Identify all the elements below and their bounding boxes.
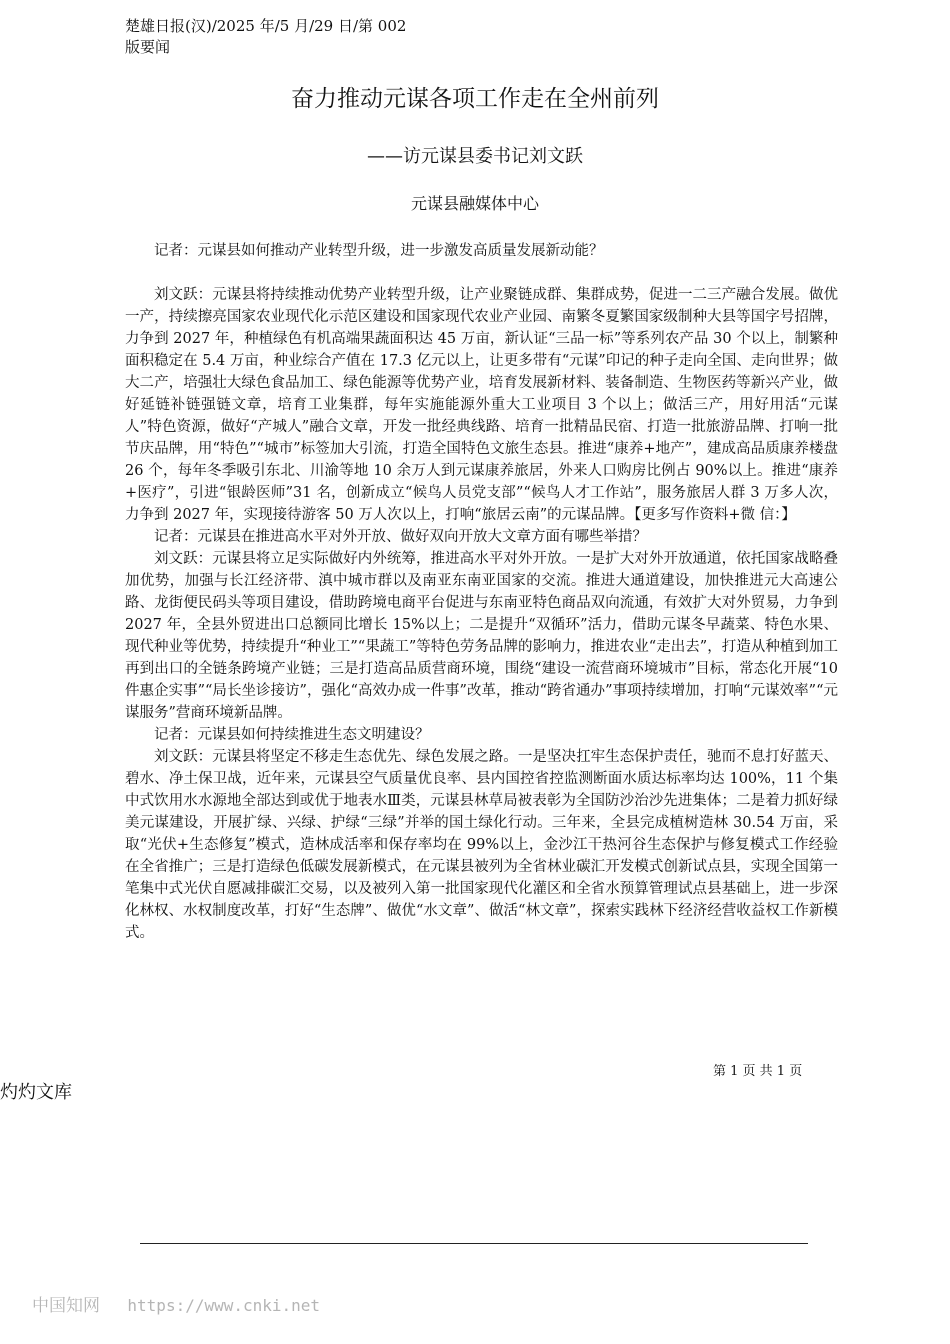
question-paragraph: 记者：元谋县在推进高水平对外开放、做好双向开放大文章方面有哪些举措？ [154, 529, 647, 545]
section-label: 版要闻 [125, 38, 171, 56]
footer-site-name: 中国知网 [32, 1296, 100, 1316]
article-body [125, 240, 838, 944]
watermark-text: 灼灼文库 [0, 1082, 72, 1103]
question-paragraph: 记者：元谋县如何推动产业转型升级，进一步激发高质量发展新动能？ [154, 243, 604, 259]
article-title: 奋力推动元谋各项工作走在全州前列 [291, 86, 659, 112]
document-meta [125, 16, 406, 58]
footer-url[interactable]: https://www.cnki.net [127, 1296, 321, 1315]
source-line: 楚雄日报(汉)/2025 年/5 月/29 日/第 002 [125, 17, 407, 35]
footer [32, 1294, 320, 1318]
article-author: 元谋县融媒体中心 [410, 194, 539, 213]
answer-paragraph: 刘文跃：元谋县将立足实际做好内外统筹，推进高水平对外开放。一是扩大对外开放通道，依托国家战略叠加优势，加强与长江经济带、滇中城市群以及南亚东南亚国家的交流。推进大通道建设，加快推进元大高速公路、龙街便民码头等项目建设，借助跨境电商平台促进与东南亚特色商品双向流通，有效扩大对外贸易，力争到 2027 年，全县外贸进出口总额同比增长 15%以上；二是提升“双循环”活力，借助元谋冬早蔬菜、特色水果、现代种业等优势，持续提升“种业工”“果蔬工”等特色劳务品牌的影响力，推进农业“走出去”，打造从种植到加工再到出口的全链条跨境产业链；三是打造高品质营商环境，围绕“建设一流营商环境城市”目标，常态化开展“10 件惠企实事”“局长坐诊接访”，强化“高效办成一件事”改革，推动“跨省通办”事项持续增加，打响“元谋效率”“元谋服务”营商环境新品牌。 [125, 551, 838, 721]
footer-divider [140, 1243, 808, 1244]
answer-paragraph: 刘文跃：元谋县将持续推动优势产业转型升级，让产业聚链成群、集群成势，促进一二三产融合发展。做优一产，持续擦亮国家农业现代化示范区建设和国家现代农业产业园、南繁冬夏繁国家级制种大县等国字号招牌，力争到 2027 年，种植绿色有机高端果蔬面积达 45 万亩，新认证“三品一标”等系列农产品 30 个以上，制繁种面积稳定在 5.4 万亩，种业综合产值在 17.3 亿元以上，让更多带有“元谋”印记的种子走向全国、走向世界；做大二产，培强壮大绿色食品加工、绿色能源等优势产业，培育发展新材料、装备制造、生物医药等新兴产业，做好延链补链强链文章，培育工业集群，每年实施能源外重大工业项目 3 个以上；做活三产，用好用活“元谋人”特色资源，做好“产城人”融合文章，开发一批经典线路、培育一批精品民宿、打造一批旅游品牌、打响一批节庆品牌，用“特色”“城市”标签加大引流，打造全国特色文旅生态县。推进“康养+地产”，建成高品质康养楼盘 26 个，每年冬季吸引东北、川渝等地 10 余万人到元谋康养旅居，外来人口购房比例占 90%以上。推进“康养+医疗”，引进“银龄医师”31 名，创新成立“候鸟人员党支部”“候鸟人才工作站”，服务旅居人群 3 万多人次，力争到 2027 年，实现接待游客 50 万人次以上，打响“旅居云南”的元谋品牌。【更多写作资料+微 信：】 [125, 287, 838, 523]
question-paragraph: 记者：元谋县如何持续推进生态文明建设？ [154, 727, 430, 743]
page-number: 第 1 页 共 1 页 [713, 1064, 803, 1079]
answer-paragraph: 刘文跃：元谋县将坚定不移走生态优先、绿色发展之路。一是坚决扛牢生态保护责任，驰而不息打好蓝天、碧水、净土保卫战，近年来，元谋县空气质量优良率、县内国控省控监测断面水质达标率均达 100%，11 个集中式饮用水水源地全部达到或优于地表水Ⅲ类，元谋县林草局被表彰为全国防沙治沙先进集体；二是着力抓好绿美元谋建设，开展扩绿、兴绿、护绿“三绿”并举的国土绿化行动。三年来，全县完成植树造林 30.54 万亩，采取“光伏+生态修复”模式，造林成活率和保存率均在 99%以上，金沙江干热河谷生态保护与修复模式工作经验在全省推广；三是打造绿色低碳发展新模式，在元谋县被列为全省林业碳汇开发模式创新试点县，实现全国第一笔集中式光伏自愿减排碳汇交易，以及被列入第一批国家现代化灌区和全省水预算管理试点县基础上，进一步深化林权、水权制度改革，打好“生态牌”、做优“水文章”、做活“林文章”，探索实践林下经济经营收益权工作新模式。 [125, 749, 838, 941]
article-subtitle: ——访元谋县委书记刘文跃 [367, 146, 583, 167]
